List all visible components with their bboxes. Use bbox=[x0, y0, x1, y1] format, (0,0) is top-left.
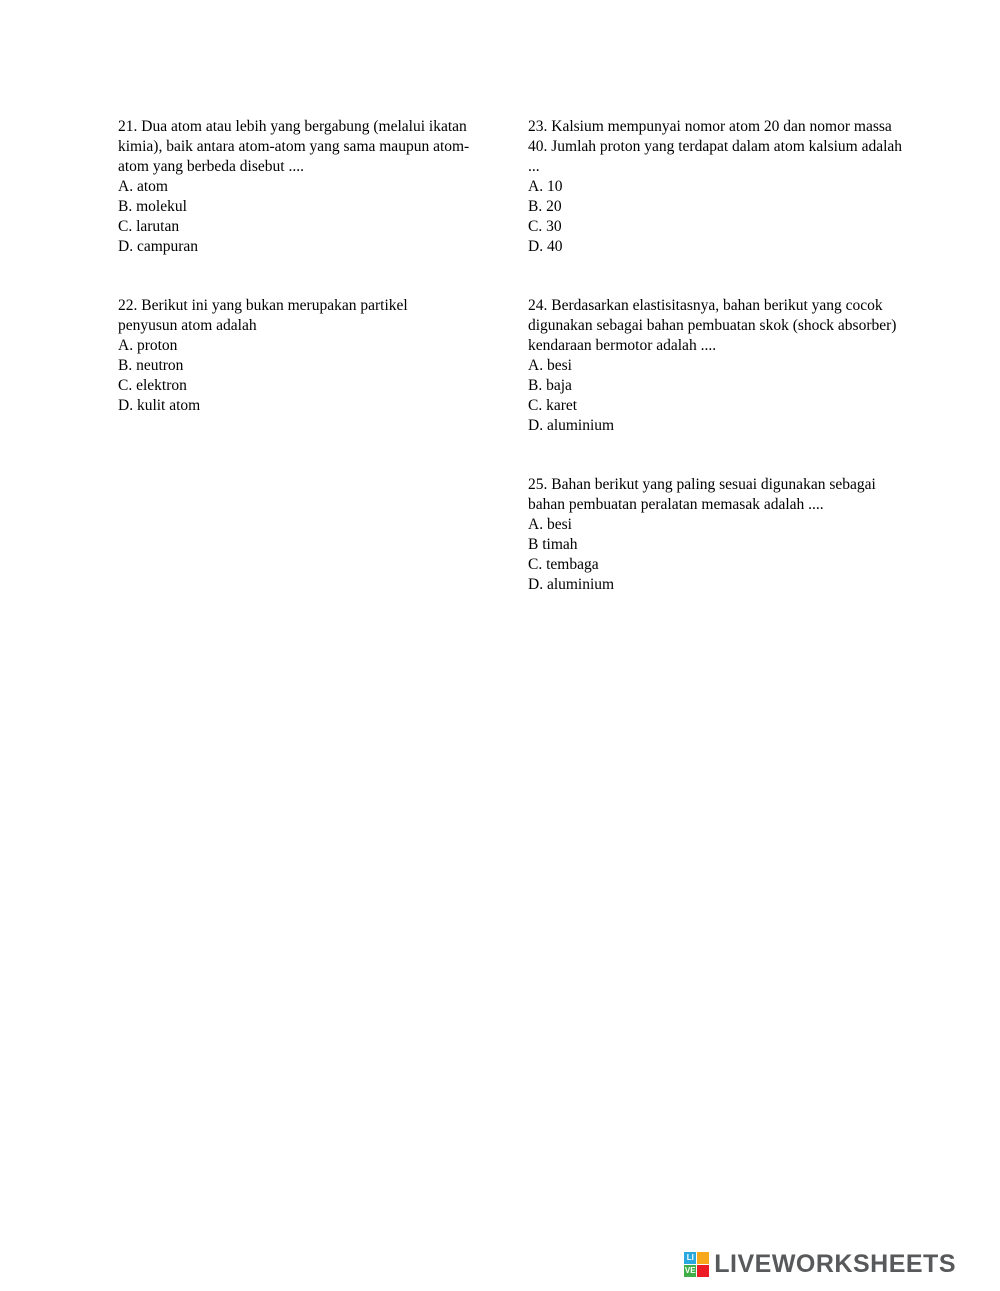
liveworksheets-logo-icon bbox=[684, 1252, 709, 1277]
question-21-option-c[interactable]: C. larutan bbox=[118, 218, 180, 235]
question-23-option-c[interactable]: C. 30 bbox=[528, 218, 562, 235]
question-24-option-c[interactable]: C. karet bbox=[528, 397, 578, 414]
question-24-option-b[interactable]: B. baja bbox=[528, 377, 572, 394]
question-22-option-a[interactable]: A. proton bbox=[118, 337, 178, 354]
question-21-option-a[interactable]: A. atom bbox=[118, 178, 168, 195]
question-23-text: 23. Kalsium mempunyai nomor atom 20 dan nomor massa 40. Jumlah proton yang terdapat dalam atom kalsium adalah ... bbox=[528, 118, 903, 175]
question-23-option-d[interactable]: D. 40 bbox=[528, 238, 563, 255]
question-21-text: 21. Dua atom atau lebih yang bergabung (melalui ikatan kimia), baik antara atom-atom yang sama maupun atom-atom yang berbeda disebut .... bbox=[118, 118, 470, 175]
question-21-option-d[interactable]: D. campuran bbox=[118, 238, 199, 255]
liveworksheets-footer bbox=[684, 1250, 956, 1279]
question-22-option-c[interactable]: C. elektron bbox=[118, 377, 187, 394]
logo-cell-ve: VE bbox=[684, 1266, 696, 1275]
question-25-option-d[interactable]: D. aluminium bbox=[528, 576, 615, 593]
question-23-option-a[interactable]: A. 10 bbox=[528, 178, 563, 195]
question-23-option-b[interactable]: B. 20 bbox=[528, 198, 562, 215]
question-25-option-b[interactable]: B timah bbox=[528, 536, 578, 553]
question-22-text: 22. Berikut ini yang bukan merupakan partikel penyusun atom adalah bbox=[118, 297, 408, 334]
liveworksheets-brand-text: LIVEWORKSHEETS bbox=[714, 1250, 956, 1278]
question-25-option-c[interactable]: C. tembaga bbox=[528, 556, 599, 573]
question-24-text: 24. Berdasarkan elastisitasnya, bahan berikut yang cocok digunakan sebagai bahan pembuatan skok (shock absorber) kendaraan bermotor adalah .... bbox=[528, 297, 897, 354]
question-24 bbox=[528, 296, 906, 436]
question-23 bbox=[528, 117, 906, 257]
question-21 bbox=[118, 117, 470, 257]
question-21-option-b[interactable]: B. molekul bbox=[118, 198, 187, 215]
question-25 bbox=[528, 475, 906, 595]
question-25-text: 25. Bahan berikut yang paling sesuai digunakan sebagai bahan pembuatan peralatan memasak adalah .... bbox=[528, 476, 876, 513]
question-25-option-a[interactable]: A. besi bbox=[528, 516, 572, 533]
logo-cell-red bbox=[697, 1265, 709, 1277]
logo-cell-yellow bbox=[697, 1252, 709, 1264]
logo-cell-li: LI bbox=[684, 1252, 696, 1264]
worksheet-left-column bbox=[118, 117, 470, 455]
question-24-option-d[interactable]: D. aluminium bbox=[528, 417, 615, 434]
worksheet-right-column bbox=[528, 117, 906, 634]
question-22-option-d[interactable]: D. kulit atom bbox=[118, 397, 201, 414]
question-22 bbox=[118, 296, 470, 416]
question-22-option-b[interactable]: B. neutron bbox=[118, 357, 184, 374]
question-24-option-a[interactable]: A. besi bbox=[528, 357, 572, 374]
